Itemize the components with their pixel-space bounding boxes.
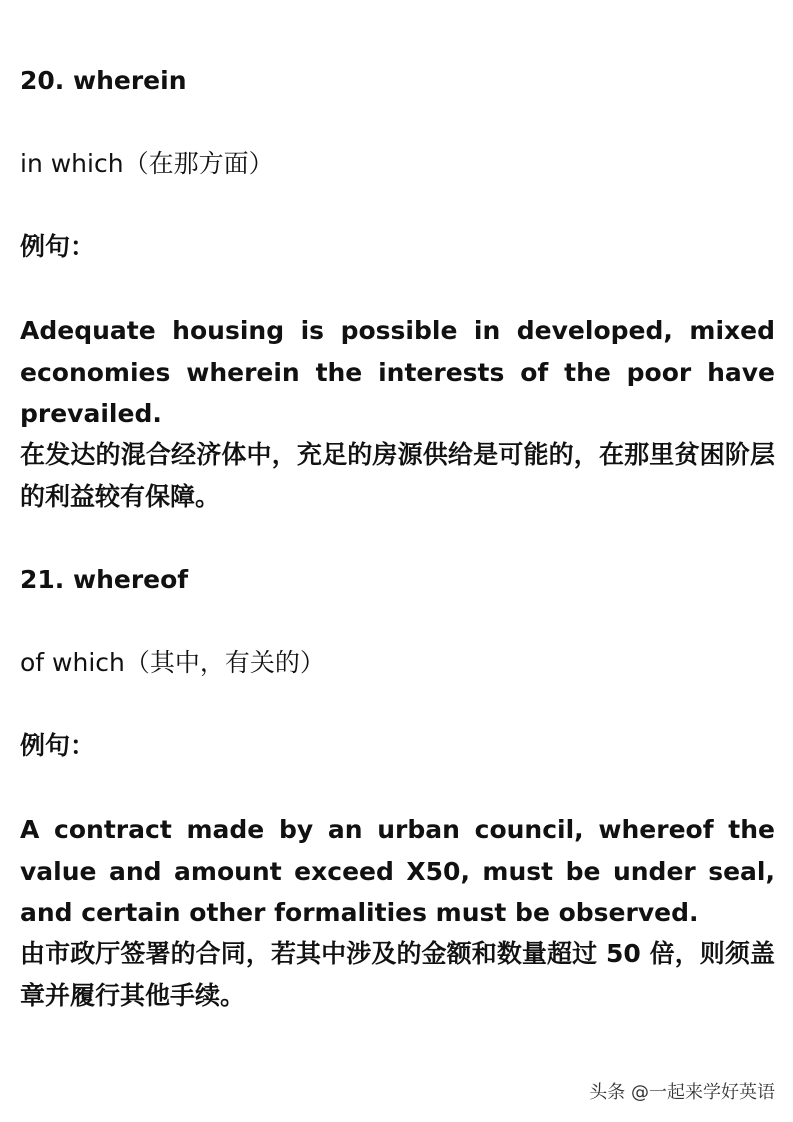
entry-20-heading: 20. wherein (20, 66, 187, 95)
entry-20-example-en: Adequate housing is possible in developed, mixed economies wherein the interests of the poor have prevailed. (20, 316, 775, 428)
entry-21-meaning: of which（其中，有关的） (20, 648, 325, 677)
source-watermark: 头条 @一起来学好英语 (589, 1082, 775, 1103)
entry-20-example-cn: 在发达的混合经济体中，充足的房源供给是可能的，在那里贫困阶层的利益较有保障。 (20, 440, 775, 511)
entry-21-example-en: A contract made by an urban council, whereof the value and amount exceed X50, must be under seal, and certain other formalities must be observed. (20, 815, 775, 927)
entry-20-example-label: 例句： (20, 232, 96, 261)
entry-21-example-label: 例句： (20, 731, 96, 760)
entry-21-example-cn: 由市政厅签署的合同，若其中涉及的金额和数量超过 50 倍，则须盖章并履行其他手续。 (20, 939, 775, 1010)
entry-21-heading: 21. whereof (20, 565, 189, 594)
entry-20-meaning: in which（在那方面） (20, 149, 274, 178)
